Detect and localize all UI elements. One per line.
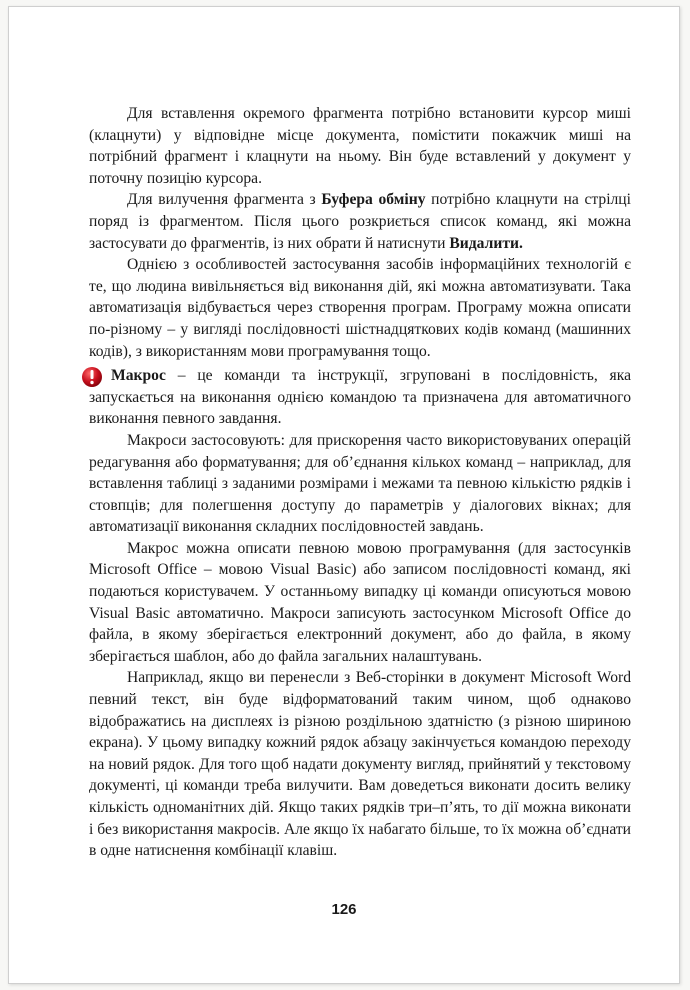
body-text [89,103,631,862]
paragraph-automation: Однією з особливостей застосування засобів інформаційних технологій є те, що людина вивільняється від виконання дій, які можна автоматизувати. Така автоматизація відбувається через створення програм. Програму можна описати по-різному – у вигляді послідовності шістнадцяткових кодів команд (машинних кодів), з використанням мови програмування тощо. [89,256,631,360]
term-delete: Видалити. [449,234,523,252]
page-number: 126 [331,901,357,918]
term-clipboard: Буфера обміну [321,191,426,209]
paragraph-insert-fragment: Для вставлення окремого фрагмента потрібно встановити курсор миші (клацнути) у відповідне місце документа, помістити покажчик миші на потрібний фрагмент і клацнути на ньому. Він буде вставлений у документ у поточну позицію курсора. [89,105,631,187]
p2-before: Для вилучення фрагмента з [127,191,322,209]
paragraph-example: Наприклад, якщо ви перенесли з Веб-сторінки в документ Microsoft Word певний текст, він буде відформатований таким чином, щоб однаково відображатись на дисплеях із різною роздільною здатністю (з різною шириною екрана). У цьому випадку кожний рядок абзацу закінчується командою переходу на новий рядок. Для того щоб надати документу вигляд, прийнятий у текстовому документі, ці команди треба вилучити. Вам доведеться виконати досить велику кількість одноманітних дій. Якщо таких рядків три–п’ять, то дії можна виконати і без використання макросів. Але якщо їх набагато більше, то їх можна об’єднати в одне натиснення комбінації клавіш. [89,669,631,860]
document-page [8,6,680,984]
exclamation-warning-icon [81,366,103,388]
macro-definition-text: – це команди та інструкції, згруповані в послідовність, яка запускається на виконання однією командою та призначена для автоматичного виконання певного завдання. [89,367,631,428]
paragraph-macro-recording: Макрос можна описати певною мовою програмування (для застосунків Microsoft Office – мовою Visual Basic) або записом послідовності команд, які подаються користувачем. У останньому випадку ці команди описуються мовою Visual Basic автоматично. Макроси записують застосунком Microsoft Office до файла, в якому зберігається електронний документ, або до файла, в якому зберігається шаблон, або до файла загальних налаштувань. [89,539,631,665]
term-macro: Макрос [111,367,166,385]
p2-middle: потрібно клацнути на стрілці поряд із фрагментом. Після цього розкриється список команд, які можна застосувати до фрагментів, із них обрати й натиснути [89,191,631,252]
paragraph-delete-fragment [89,189,631,254]
paragraph-macro-usage: Макроси застосовують: для прискорення часто використовуваних операцій редагування або форматування; для об’єднання кількох команд – наприклад, для вставлення таблиці з заданими розмірами і межами та певною кількістю рядків і стовпців; для полегшення доступу до параметрів у діалогових вікнах; для автоматизації виконання складних послідовностей завдань. [89,431,631,536]
paragraph-macro-definition [89,365,631,430]
